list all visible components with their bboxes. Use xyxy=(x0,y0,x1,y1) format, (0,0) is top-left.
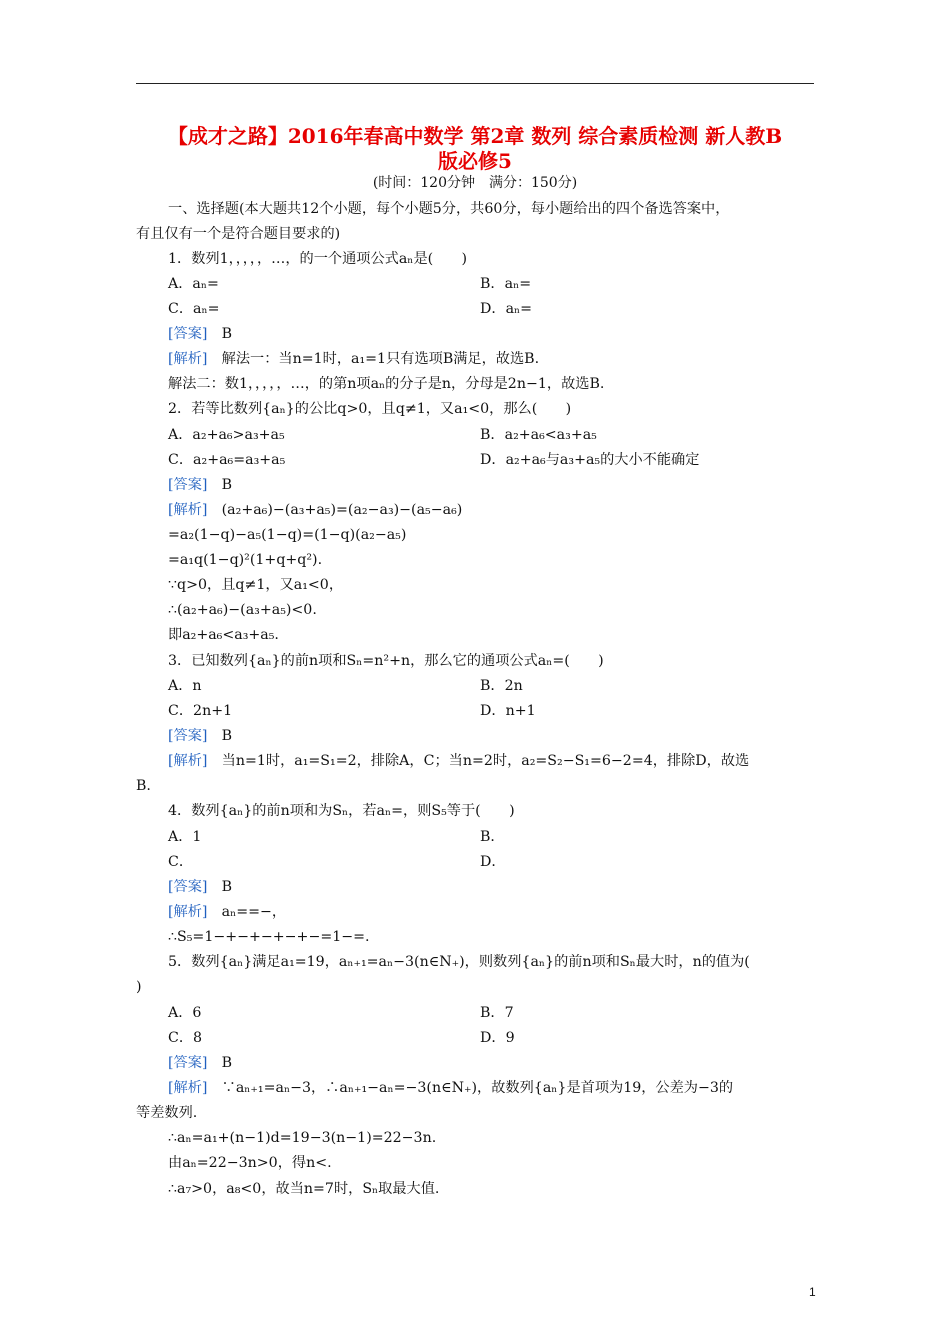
q3-analysis xyxy=(168,752,749,770)
header-rule xyxy=(136,83,814,84)
q5-answer xyxy=(168,1054,232,1072)
section-intro-cont: 有且仅有一个是符合题目要求的) xyxy=(136,226,341,242)
q2-step-5: ∴(a₂+a₆)−(a₃+a₅)<0. xyxy=(168,602,317,618)
question-1: 1．数列1，，，，，…，的一个通项公式aₙ是( ) xyxy=(168,251,468,267)
q1-analysis xyxy=(168,350,539,368)
q5-option-a: A．6 xyxy=(168,1005,202,1021)
q4-option-c: C． xyxy=(168,854,194,870)
title-line-1: 【成才之路】2016年春高中数学 第2章 数列 综合素质检测 新人教B xyxy=(167,124,783,148)
q1-analysis-text: 解法一：当n=1时，a₁=1只有选项B满足，故选B. xyxy=(207,351,540,367)
q5-analysis xyxy=(168,1079,733,1097)
q2-step-6: 即a₂+a₆<a₃+a₅. xyxy=(168,627,279,643)
q2-option-a: A．a₂+a₆>a₃+a₅ xyxy=(168,427,285,443)
answer-tag: [答案] xyxy=(168,1055,208,1071)
analysis-tag: [解析] xyxy=(168,502,208,518)
q1-option-c: C．aₙ= xyxy=(168,301,220,317)
q4-answer xyxy=(168,878,232,896)
q5-option-b: B．7 xyxy=(480,1005,514,1021)
answer-tag: [答案] xyxy=(168,326,208,342)
q4-answer-value: B xyxy=(207,879,233,895)
answer-tag: [答案] xyxy=(168,728,208,744)
q5-step-5: ∴a₇>0，a₈<0，故当n=7时，Sₙ取最大值. xyxy=(168,1181,440,1197)
q2-option-c: C．a₂+a₆=a₃+a₅ xyxy=(168,452,286,468)
q2-step-4: ∵q>0，且q≠1，又a₁<0， xyxy=(168,577,344,593)
time-score-subtitle: (时间：120分钟 满分：150分) xyxy=(372,175,578,191)
title-line-2: 版必修5 xyxy=(438,149,512,173)
q2-step-2: =a₂(1−q)−a₅(1−q)=(1−q)(a₂−a₅) xyxy=(168,527,407,543)
q5-analysis-cont: 等差数列. xyxy=(136,1105,198,1121)
q2-answer-value: B xyxy=(207,477,233,493)
q1-option-b: B．aₙ= xyxy=(480,276,532,292)
q2-step-3: =a₁q(1−q)²(1+q+q²). xyxy=(168,552,323,568)
analysis-tag: [解析] xyxy=(168,904,208,920)
q2-option-d: D．a₂+a₆与a₃+a₅的大小不能确定 xyxy=(480,452,700,468)
q5-option-c: C．8 xyxy=(168,1030,203,1046)
q5-step-3: ∴aₙ=a₁+(n−1)d=19−3(n−1)=22−3n. xyxy=(168,1130,437,1146)
q4-option-d: D． xyxy=(480,854,506,870)
q3-option-b: B．2n xyxy=(480,678,523,694)
q3-analysis-cont: B. xyxy=(136,778,151,794)
q4-step-2: ∴S₅=1−+−+−+−+−=1−=. xyxy=(168,929,370,945)
q4-option-a: A．1 xyxy=(168,829,202,845)
question-5: 5．数列{aₙ}满足a₁=19，aₙ₊₁=aₙ−3(n∈N₊)，则数列{aₙ}的前n项和Sₙ最大时，n的值为( xyxy=(168,954,750,970)
answer-tag: [答案] xyxy=(168,879,208,895)
answer-tag: [答案] xyxy=(168,477,208,493)
q3-option-a: A．n xyxy=(168,678,202,694)
q3-analysis-text: 当n=1时，a₁=S₁=2，排除A，C；当n=2时，a₂=S₂−S₁=6−2=4，排除D，故选 xyxy=(207,753,750,769)
q5-answer-value: B xyxy=(207,1055,233,1071)
analysis-tag: [解析] xyxy=(168,1080,208,1096)
q4-analysis-text: aₙ==−， xyxy=(207,904,287,920)
q5-option-d: D．9 xyxy=(480,1030,515,1046)
q5-analysis-text: ∵aₙ₊₁=aₙ−3，∴aₙ₊₁−aₙ=−3(n∈N₊)，故数列{aₙ}是首项为19，公差为−3的 xyxy=(207,1080,734,1096)
q3-answer-value: B xyxy=(207,728,233,744)
q1-analysis-method-2: 解法二：数1，，，，，…，的第n项aₙ的分子是n，分母是2n−1，故选B. xyxy=(168,376,605,392)
document-title xyxy=(136,124,814,174)
q1-answer-value: B xyxy=(207,326,233,342)
question-3: 3．已知数列{aₙ}的前n项和Sₙ=n²+n，那么它的通项公式aₙ=( ) xyxy=(168,653,604,669)
q2-analysis-text: (a₂+a₆)−(a₃+a₅)=(a₂−a₃)−(a₅−a₆) xyxy=(207,502,463,518)
q3-answer xyxy=(168,727,232,745)
q3-option-d: D．n+1 xyxy=(480,703,536,719)
q1-option-d: D．aₙ= xyxy=(480,301,533,317)
q3-option-c: C．2n+1 xyxy=(168,703,233,719)
q4-analysis xyxy=(168,903,286,921)
question-2: 2．若等比数列{aₙ}的公比q>0，且q≠1，又a₁<0，那么( ) xyxy=(168,401,572,417)
q1-option-a: A．aₙ= xyxy=(168,276,219,292)
analysis-tag: [解析] xyxy=(168,753,208,769)
q4-option-b: B． xyxy=(480,829,505,845)
q2-answer xyxy=(168,476,232,494)
page-number: 1 xyxy=(809,1285,816,1299)
q2-analysis xyxy=(168,501,462,519)
question-4: 4．数列{aₙ}的前n项和为Sₙ，若aₙ=，则S₅等于( ) xyxy=(168,803,515,819)
question-5-cont: ) xyxy=(136,979,142,995)
q1-answer xyxy=(168,325,232,343)
section-intro: 一、选择题(本大题共12个小题，每个小题5分，共60分，每小题给出的四个备选答案中， xyxy=(168,201,730,217)
q2-option-b: B．a₂+a₆<a₃+a₅ xyxy=(480,427,597,443)
analysis-tag: [解析] xyxy=(168,351,208,367)
q5-step-4: 由aₙ=22−3n>0，得n<. xyxy=(168,1155,332,1171)
